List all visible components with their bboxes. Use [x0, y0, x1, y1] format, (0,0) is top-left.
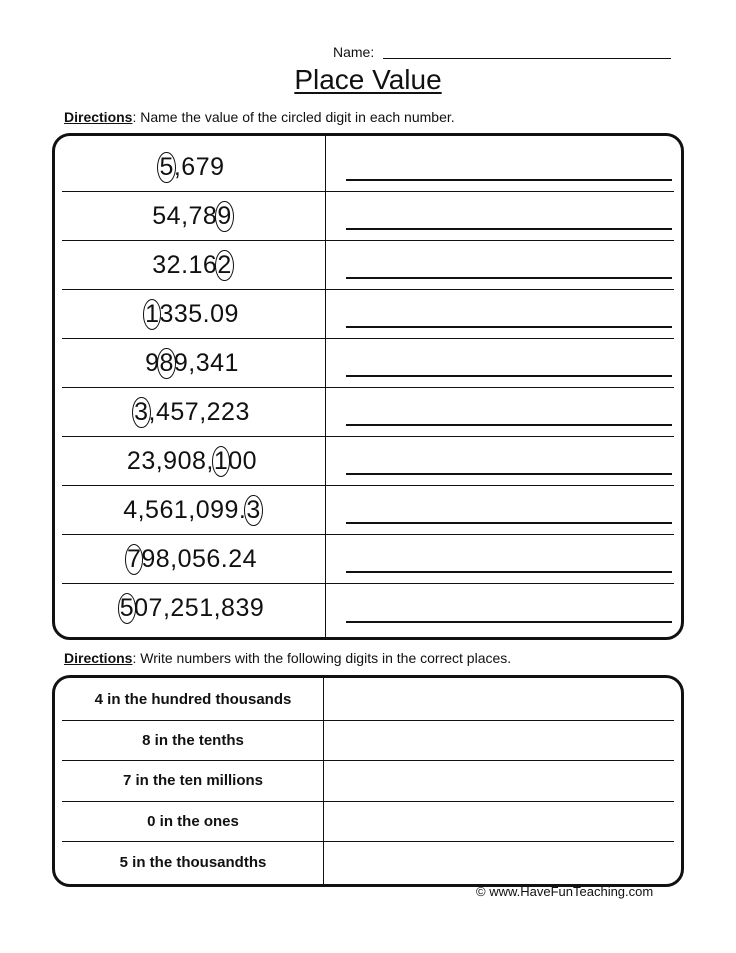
directions-2-text: : Write numbers with the following digits in the correct places. [132, 650, 512, 666]
circled-digit: 1 [213, 446, 229, 475]
number-after: 9,341 [173, 348, 239, 377]
number-after: 00 [228, 446, 258, 475]
table-row [62, 680, 674, 721]
circled-digit: 3 [246, 495, 261, 524]
table-row [62, 535, 674, 584]
answer-line[interactable] [346, 326, 672, 328]
number-after: ,679 [173, 152, 225, 181]
answer-cell[interactable] [332, 761, 674, 801]
number-before: 4,561,099. [123, 495, 247, 524]
digit-place-label: 7 in the ten millions [122, 772, 264, 790]
number-after: 98,056.24 [141, 544, 258, 573]
answer-line[interactable] [346, 522, 672, 524]
circled-digit: 1 [145, 299, 160, 328]
table-row [62, 290, 674, 339]
directions-2-label: Directions [64, 650, 133, 666]
answer-cell[interactable] [332, 842, 674, 883]
number-value [62, 584, 322, 633]
answer-line[interactable] [346, 424, 672, 426]
digit-place-label: 0 in the ones [147, 812, 239, 830]
digit-places-table [52, 675, 684, 887]
directions-1-label: Directions [64, 109, 133, 125]
circled-digit: 7 [126, 544, 142, 573]
table-row [62, 721, 674, 762]
table-row [62, 388, 674, 437]
table-row [62, 802, 674, 843]
circled-digit: 3 [134, 397, 149, 426]
number-value [62, 290, 322, 338]
answer-line[interactable] [346, 179, 672, 181]
number-value [62, 388, 322, 436]
answer-line[interactable] [346, 473, 672, 475]
circled-digit: 8 [159, 348, 174, 377]
number-value [62, 339, 322, 387]
table-row [62, 143, 674, 192]
digit-place-label: 5 in the thousandths [119, 853, 267, 871]
answer-line[interactable] [346, 228, 672, 230]
answer-line[interactable] [346, 571, 672, 573]
number-before: 23,908, [126, 446, 214, 475]
circled-digit: 5 [119, 594, 135, 622]
answer-line[interactable] [346, 375, 672, 377]
number-value [62, 437, 322, 485]
name-line[interactable] [383, 58, 671, 59]
circled-digit: 5 [159, 152, 174, 181]
table-row [62, 842, 674, 883]
circled-digit-table [52, 133, 684, 640]
answer-line[interactable] [346, 277, 672, 279]
directions-1-text: : Name the value of the circled digit in each number. [132, 109, 455, 125]
number-after: ,457,223 [148, 397, 250, 426]
digit-place-label: 8 in the tenths [142, 731, 244, 749]
table-row [62, 339, 674, 388]
table-row [62, 241, 674, 290]
number-before: 32.16 [152, 250, 218, 279]
table-row [62, 486, 674, 535]
number-after: 07,251,839 [134, 594, 265, 622]
answer-cell[interactable] [332, 680, 674, 720]
page-title: Place Value [294, 64, 442, 95]
number-value [62, 535, 322, 583]
directions-1 [64, 109, 455, 125]
directions-2 [64, 650, 511, 666]
answer-cell[interactable] [332, 721, 674, 761]
number-value [62, 486, 322, 534]
table-row [62, 761, 674, 802]
number-before: 54,78 [152, 201, 218, 230]
number-before: 9 [145, 348, 160, 377]
number-value [62, 241, 322, 289]
circled-digit: 9 [217, 201, 232, 230]
table-row [62, 437, 674, 486]
circled-digit: 2 [217, 250, 232, 279]
table-row [62, 584, 674, 633]
copyright-footer: © www.HaveFunTeaching.com [476, 884, 654, 899]
name-label: Name: [333, 44, 375, 60]
answer-line[interactable] [346, 621, 672, 623]
digit-place-label: 4 in the hundred thousands [94, 691, 292, 709]
answer-cell[interactable] [332, 802, 674, 842]
table-row [62, 192, 674, 241]
number-after: 335.09 [159, 299, 239, 328]
number-value [62, 192, 322, 240]
number-value [62, 143, 322, 191]
